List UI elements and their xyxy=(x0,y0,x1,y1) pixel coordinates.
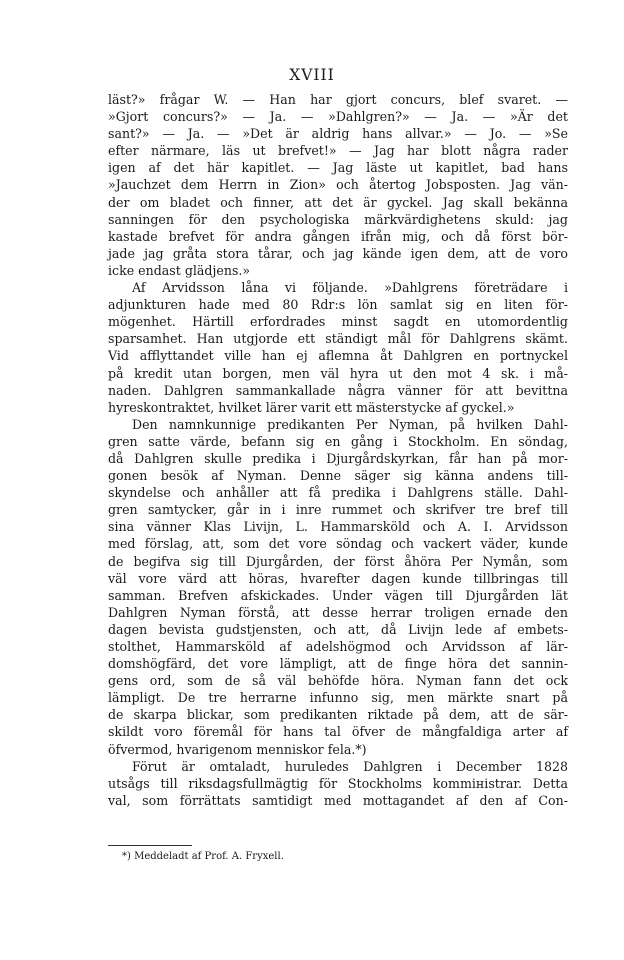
text-line: de skarpa blickar, som predikanten riktade på dem, att de sär- xyxy=(108,707,568,723)
text-line: icke endast glädjens.» xyxy=(108,262,251,278)
text-line: naden. Dahlgren sammankallade några vänner för att bevittna xyxy=(108,382,568,398)
text-line: Förut är omtaladt, huruledes Dahlgren i December 1828 xyxy=(132,758,568,774)
text-line: läst?» frågar W. — Han har gjort concurs, blef svaret. — xyxy=(108,92,568,107)
text-line: »Gjort concurs?» — Ja. — »Dahlgren?» — Ja. — »Är det xyxy=(108,109,568,125)
text-line: sparsamhet. Han utgjorde ett ständigt mål för Dahlgrens skämt. xyxy=(108,331,568,347)
text-line: öfvermod, hvarigenom menniskor fela.*) xyxy=(108,741,367,757)
text-line: skildt voro föremål för hans tal öfver de mångfaldiga arter af xyxy=(108,724,568,740)
text-line: lämpligt. De tre herrarne infunno sig, men märkte snart på xyxy=(108,690,568,706)
text-line: efter närmare, läs ut brefvet!» — Jag har blott några rader xyxy=(108,143,568,159)
text-line: sina vänner Klas Livijn, L. Hammarsköld och A. I. Arvidsson xyxy=(108,519,568,535)
text-line: samman. Brefven afskickades. Under vägen till Djurgården lät xyxy=(108,587,568,603)
text-line: på kredit utan borgen, men väl hyra ut den mot 4 sk. i må- xyxy=(108,365,568,381)
text-line: gonen besök af Nyman. Denne säger sig känna andens till- xyxy=(108,468,568,484)
text-line: igen af det här kapitlet. — Jag läste ut kapitlet, bad hans xyxy=(108,160,568,176)
text-line: kastade brefvet för andra gången ifrån mig, och då först bör- xyxy=(108,228,568,244)
text-line: »Jauchzet dem Herrn in Zion» och återtog Jobsposten. Jag vän- xyxy=(108,177,568,193)
page-number: XVIII xyxy=(289,66,335,84)
text-line: der om bladet och finner, att det är gyckel. Jag skall bekänna xyxy=(108,194,568,210)
text-line: adjunkturen hade med 80 Rdr:s lön samlat sig en liten för- xyxy=(108,297,568,313)
text-line: skyndelse och anhåller att få predika i Dahlgrens ställe. Dahl- xyxy=(108,485,568,501)
text-line: väl vore värd att höras, hvarefter dagen kunde tillbringas till xyxy=(108,570,568,586)
text-line: Den namnkunnige predikanten Per Nyman, på hvilken Dahl- xyxy=(132,416,568,432)
text-line: stolthet, Hammarsköld af adelshögmod och Arvidsson af lär- xyxy=(108,639,568,654)
text-line: gren samtycker, går in i inre rummet och skrifver tre bref till xyxy=(108,502,568,518)
footnote-rule xyxy=(108,845,192,846)
text-line: val, som förrättats samtidigt med mottagandet af den af Con- xyxy=(108,792,568,808)
footnote: *) Meddeladt af Prof. A. Fryxell. xyxy=(122,851,284,862)
text-line: de begifva sig till Djurgården, der först åhöra Per Nymån, som xyxy=(108,553,568,569)
text-line: sanningen för den psychologiska märkvärdighetens skuld: jag xyxy=(108,211,568,227)
text-line: dagen bevista gudstjensten, och att, då Livijn lede af embets- xyxy=(108,621,568,637)
text-line: Dahlgren Nyman förstå, att desse herrar troligen ernade den xyxy=(108,604,568,620)
text-line: gren satte värde, befann sig en gång i Stockholm. En söndag, xyxy=(108,433,568,449)
text-line: gens ord, som de så väl behöfde höra. Nyman fann det ock xyxy=(108,673,568,689)
text-line: domshögfärd, det vore lämpligt, att de finge höra det sannin- xyxy=(108,656,568,672)
text-line: med förslag, att, som det vore söndag och vackert väder, kunde xyxy=(108,536,568,552)
text-line: utsågs till riksdagsfullmägtig för Stockholms kommінistrar. Detta xyxy=(108,775,568,791)
text-line: mögenhet. Härtill erfordrades minst sagdt en utomordentlig xyxy=(108,314,568,330)
text-line: Vid afflyttandet ville han ej aflemna åt Dahlgren en portnyckel xyxy=(108,348,568,364)
text-line: då Dahlgren skulle predika i Djurgårdskyrkan, får han på mor- xyxy=(108,450,568,466)
text-line: sant?» — Ja. — »Det är aldrig hans allvar.» — Jo. — »Se xyxy=(108,126,568,142)
text-line: jade jag gråta stora tårar, och jag kände igen dem, att de voro xyxy=(108,245,568,261)
text-line: hyreskontraktet, hvilket lärer varit ett mästerstycke af gyckel.» xyxy=(108,399,515,415)
text-line: Af Arvidsson låna vi följande. »Dahlgrens företrädare i xyxy=(132,280,568,296)
body-text xyxy=(108,91,568,809)
